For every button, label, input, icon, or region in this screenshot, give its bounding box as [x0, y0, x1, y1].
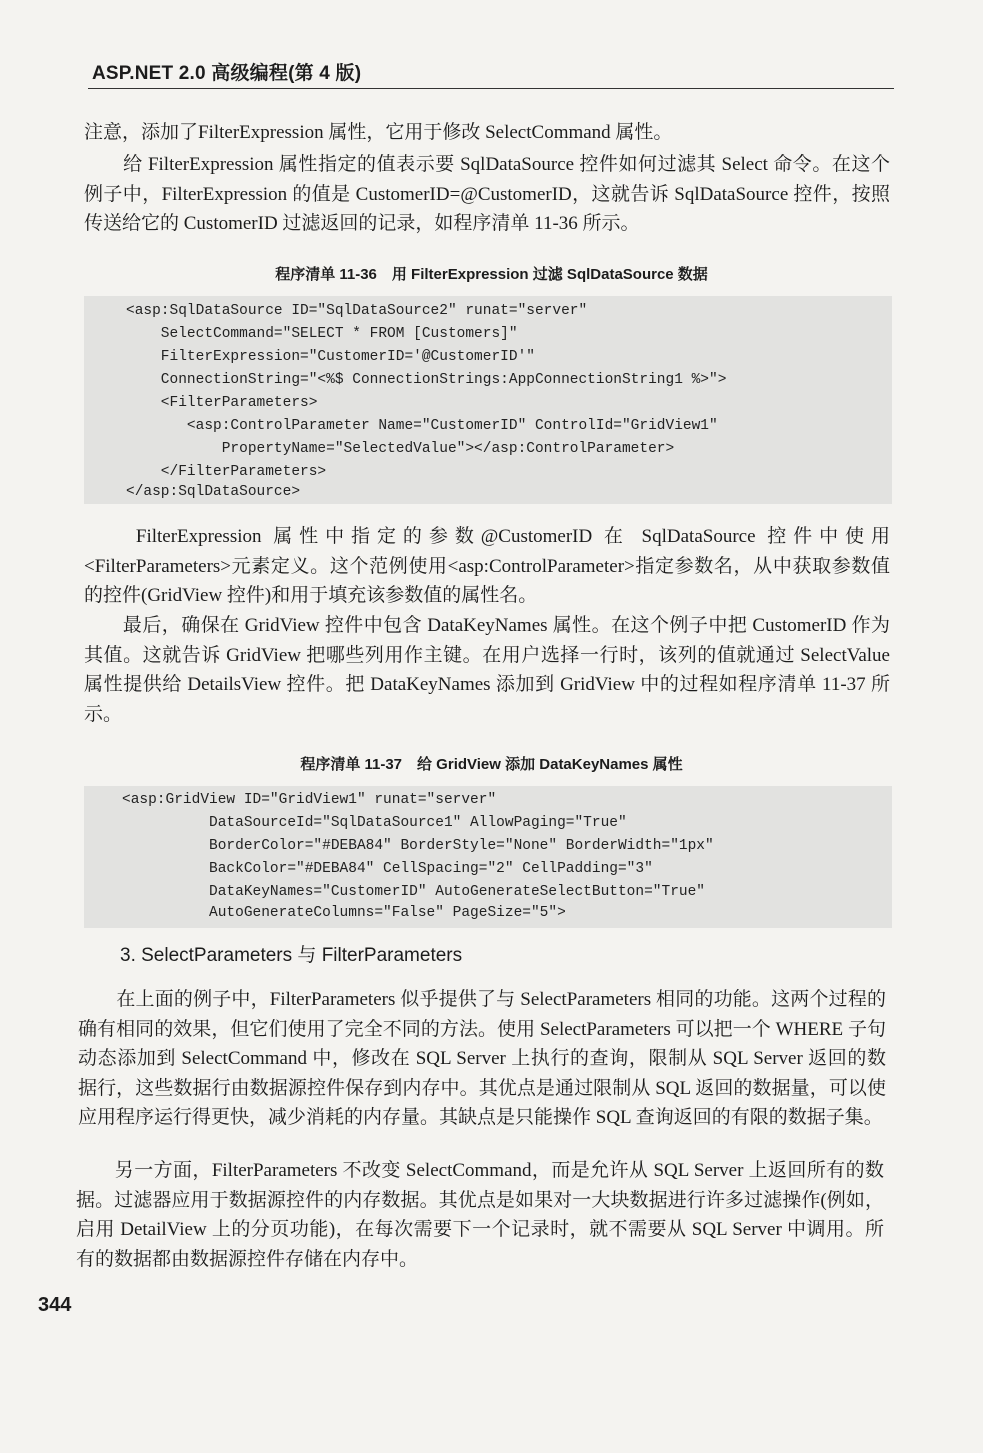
paragraph-note: 注意，添加了FilterExpression 属性，它用于修改 SelectCommand 属性。 — [84, 122, 673, 143]
page-number: 344 — [38, 1294, 72, 1316]
code-line: <asp:ControlParameter Name="CustomerID" ControlId="GridView1" — [126, 418, 718, 434]
code-line: </asp:SqlDataSource> — [126, 484, 301, 500]
code-line: <asp:GridView ID="GridView1" runat="server" — [122, 792, 497, 808]
listing-11-37-caption: 程序清单 11-37 给 GridView 添加 DataKeyNames 属性 — [300, 756, 683, 773]
code-line: BackColor="#DEBA84" CellSpacing="2" CellPadding="3" — [122, 861, 653, 877]
code-line: SelectCommand="SELECT * FROM [Customers]" — [126, 326, 518, 342]
code-line: </FilterParameters> — [126, 464, 327, 480]
paragraph-datakeynames: 最后，确保在 GridView 控件中包含 DataKeyNames 属性。在这个例子中把 CustomerID 作为其值。这就告诉 GridView 把哪些列用作主键。在用户选择一行时，该列的值就通过 SelectValue 属性提供给 DetailsView 控件。把 DataKeyNames 添加到 GridView 中的过程如程序清单 11-37 所示。 — [84, 615, 890, 725]
code-line: AutoGenerateColumns="False" PageSize="5"> — [122, 905, 566, 921]
code-line: DataSourceId="SqlDataSource1" AllowPaging="True" — [122, 815, 627, 831]
code-line: ConnectionString="<%$ ConnectionStrings:AppConnectionString1 %>"> — [126, 372, 727, 388]
paragraph-selectparameters-comparison: 在上面的例子中，FilterParameters 似乎提供了与 SelectParameters 相同的功能。这两个过程的确有相同的效果，但它们使用了完全不同的方法。使用 SelectParameters 可以把一个 WHERE 子句动态添加到 SelectCommand 中，修改在 SQL Server 上执行的查询，限制从 SQL Server 返回的数据行，这些数据行由数据源控件保存到内存中。其优点是通过限制从 SQL 返回的数据量，可以使应用程序运行得更快，减少消耗的内存量。其缺点是只能操作 SQL 查询返回的有限的数据子集。 — [78, 989, 886, 1128]
listing-11-36-code — [84, 296, 892, 504]
code-line: DataKeyNames="CustomerID" AutoGenerateSelectButton="True" — [122, 884, 705, 900]
code-line: PropertyName="SelectedValue"></asp:ControlParameter> — [126, 441, 675, 457]
paragraph-filterparameters-comparison: 另一方面，FilterParameters 不改变 SelectCommand，而是允许从 SQL Server 上返回所有的数据。过滤器应用于数据源控件的内存数据。其优点是如果对一大块数据进行许多过滤操作(例如，启用 DetailView 上的分页功能)，在每次需要下一个记录时，就不需要从 SQL Server 中调用。所有的数据都由数据源控件存储在内存中。 — [76, 1160, 884, 1270]
paragraph-filterexpression-intro: 给 FilterExpression 属性指定的值表示要 SqlDataSource 控件如何过滤其 Select 命令。在这个例子中，FilterExpression 的值是 CustomerID=@CustomerID，这就告诉 SqlDataSource 控件，按照传送给它的 CustomerID 过滤返回的记录，如程序清单 11-36 所示。 — [84, 154, 890, 234]
header-rule — [88, 88, 894, 89]
paragraph-filterparameters-explanation: FilterExpression 属性中指定的参数@CustomerID 在 SqlDataSource 控件中使用<FilterParameters>元素定义。这个范例使用<asp:ControlParameter>指定参数名，从中获取参数值的控件(GridView 控件)和用于填充该参数值的属性名。 — [84, 526, 890, 606]
code-line: <asp:SqlDataSource ID="SqlDataSource2" runat="server" — [126, 303, 588, 319]
code-line: BorderColor="#DEBA84" BorderStyle="None" BorderWidth="1px" — [122, 838, 714, 854]
running-header: ASP.NET 2.0 高级编程(第 4 版) — [92, 63, 362, 84]
section-heading: 3. SelectParameters 与 FilterParameters — [120, 945, 463, 966]
listing-11-37-code — [84, 786, 892, 928]
code-line: FilterExpression="CustomerID='@CustomerID'" — [126, 349, 535, 365]
code-line: <FilterParameters> — [126, 395, 318, 411]
listing-11-36-caption: 程序清单 11-36 用 FilterExpression 过滤 SqlDataSource 数据 — [275, 266, 708, 283]
